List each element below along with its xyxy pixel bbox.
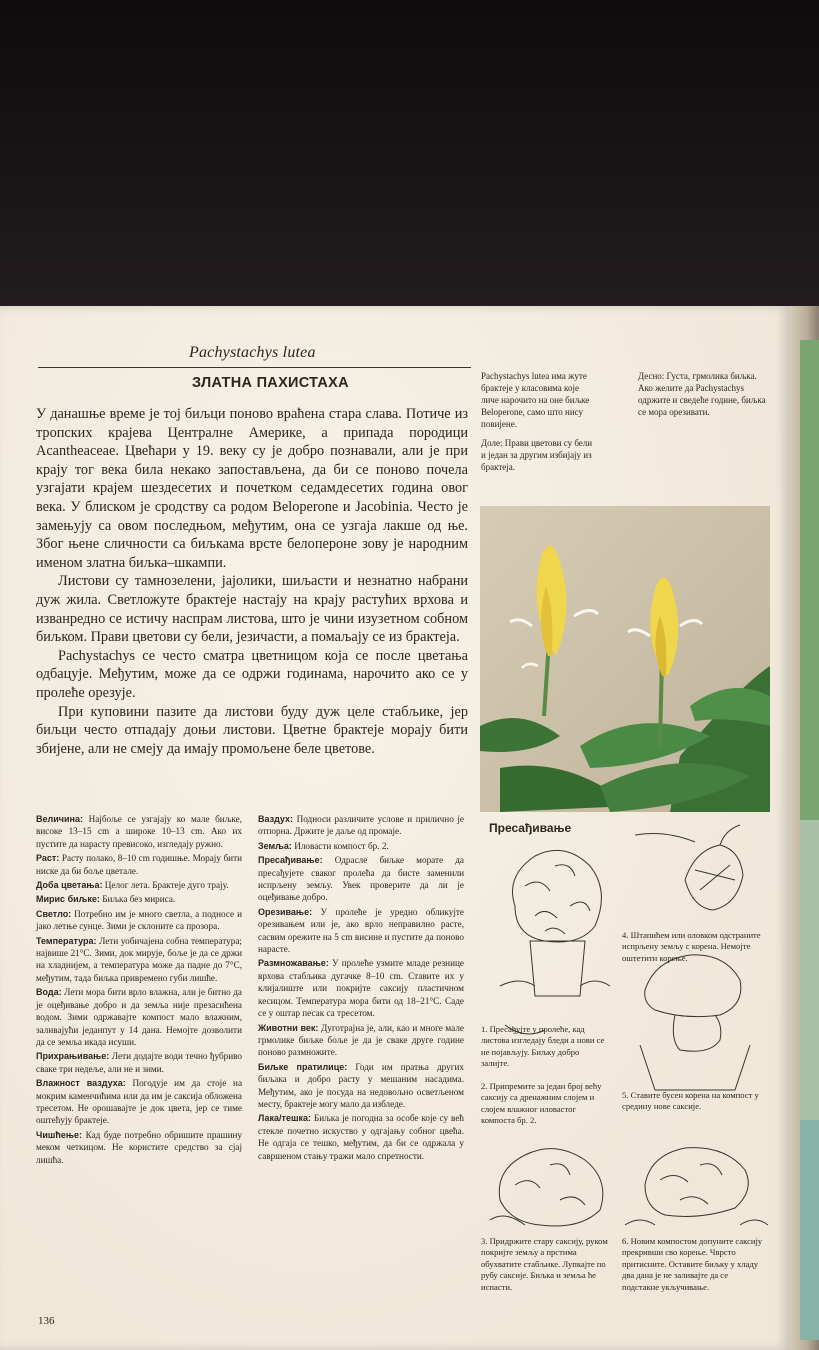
next-page-strip-light [800,820,819,1120]
caption-flowers: Доле: Прави цветови су бели и један за другим избијају из брактеја. [481,438,593,472]
latin-name-heading: Pachystachys lutea [189,344,316,361]
care-text: Годи им пратња других биљака и добро расту у мешаним насадима. Међутим, ако је посуда на недовољно осветљеном месту, брактеје могу мало да избледе. [258,1061,464,1109]
repot-step4-drawing [625,820,765,925]
next-page-strip-green [800,340,819,820]
repot-step1-drawing [485,836,620,1016]
care-text: Лети додајте води течно ђубриво сваке три недеље, али не и зими. [36,1051,243,1074]
care-entry [258,1112,464,1162]
care-entry [36,879,242,891]
care-text: У пролеће узмите младе резнице врхова стабљика дугачке 8–10 cm. Ставите их у клијалиште или покријте саксију пластичном кесицом. Температура мора бити од 18–21°C. Саде се у оштар песак са тресетом. [258,958,464,1019]
care-entry [36,813,242,850]
care-text: Иловасти компост бр. 2. [294,840,389,851]
page-number: 136 [38,1315,55,1327]
care-label: Пресађивање: [258,855,323,866]
care-label: Светло: [36,908,72,919]
next-page-strip-teal [800,1120,819,1340]
care-text: Целог лета. Брактеје дуго трају. [104,880,229,891]
care-entry [36,935,242,985]
care-text: Одрасле биљке морате да пресађујете сваког пролећа да бисте заменили испрљену земљу. Увек проверите да ли је оцеђивање добро. [258,855,465,903]
care-label: Раст: [36,853,60,864]
care-text: Биљка је погодна за особе које су већ стекле почетно искуство у одгајању собног цвећа. Не одгаја се тешко, међутим, да би се одржала у савршеном стању тражи мало спретности. [258,1113,464,1161]
care-column-2 [258,813,464,1164]
care-entry [36,908,242,933]
care-text: У пролеће је уредно обликујте орезивањем или је, ако врло неправилно расте, сасвим орежите на 5 cm висине и пустите да поново нарасте. [258,906,464,955]
intro-paragraph: При куповини пазите да листови буду дуж целе стабљике, јер биљци често отпадају доњи листови. Цветне брактеје морају бити збијене, али не смеју да имају промољене беле цветове. [36,703,468,757]
care-label: Биљке пратилице: [258,1061,348,1072]
care-label: Прихрањивање: [36,1051,110,1062]
care-label: Температура: [36,935,97,946]
intro-paragraph: У данашње време је тој биљци поново враћена стара слава. Потиче из тропских крајева Централне Америке, а припада породици Acantheaceae. Цвећари у 19. веку су је добро познавали, али је при крају тог века била некако запостављена, да би се поново почела узгајати крајем шездесетих и почетком седамдесетих година овог века. У блиском је сродству са родом Beloperone и Jacobinia. Често је замењују са овом последњом, међутим, она се узгаја лакше од ње. Због њене сличности са биљкама врсте белопероне зову је народним именом златна биљка–шкампи. [36,406,468,571]
care-label: Величина: [36,814,83,824]
care-text: Погодује им да стоје на мокрим каменчићима или да им је саксија обложена тресетом. Не орошавајте је док цвета, јер се тиме оштећују брактеје. [36,1078,243,1126]
scan-dark-background [0,0,819,312]
care-entry [36,1077,242,1127]
intro-text [36,405,468,758]
care-label: Мирис биљке: [36,894,100,905]
care-text: Кад буде потребно обришите прашину меком четкицом. Не користите средство за сјај лишћа. [36,1129,242,1165]
repot-step-6: 6. Новим компостом допуните саксију прекривши сво корење. Чврсто притисните. Оставите биљку у хладу два дана је не заливајте да се подстакне укључивање. [622,1236,763,1292]
care-entry [258,854,464,904]
care-text: Потребно им је много светла, а подносе и јако летње сунце. Зими је склоните са прозора. [36,908,242,932]
care-entry [258,840,464,852]
repot-step-1: 1. Пресађујте у пролеће, кад листова изгледају бледи а нови се не појављују. Биљку добро залијте. [481,1024,605,1069]
repot-step5-drawing [625,945,765,1095]
common-name-heading: ЗЛАТНА ПАХИСТАХА [192,375,349,391]
repot-step6-drawing [620,1130,770,1230]
care-entry [258,957,464,1019]
caption-bracts: Pachystachys lutea има жуте брактеје у класовима које личе нарочито на оне биљке Beloperone, само што нису повијене. [481,371,590,429]
care-label: Чишћење: [36,1129,83,1140]
plant-photo [480,506,770,812]
repot-step3-drawing [485,1130,620,1235]
care-entry [36,852,242,877]
care-text: Лети уобичајена собна температура; највише 21°C. Зими, док мирује, боље је да се држи на хладнијем, а температура може да падне до 7°C, међутим, тада биљка привремено губи лишће. [36,935,242,983]
care-label: Земља: [258,840,292,851]
care-entry [258,1022,464,1059]
care-entry [258,1061,464,1111]
care-entry [36,1050,242,1075]
care-label: Животни век: [258,1022,319,1033]
care-entry [258,906,464,956]
pachystachys-photo-illustration [480,506,770,812]
care-label: Лака/тешка: [258,1113,311,1124]
care-entry [258,813,464,838]
care-text: Биљка без мириса. [102,894,176,905]
care-text: Најбоље се узгајају ко мале биљке, високе 13–15 cm а широке 10–13 cm. Ако их пустите да нарасту превисоко, изгледају ружно. [36,814,243,849]
intro-paragraph: Листови су тамнозелени, јајолики, шиљасти и незнатно набрани дуж жила. Светложуте брактеје настају на крају растућих врхова и изванредно се истичу наспрам листова, што је чини изузетном собном биљком. Прави цветови су бели, језичасти, а помаљају се из брактеја. [36,573,468,646]
caption-bushy-plant: Десно: Густа, грмолика биљка. Ако желите да Pachystachys одржите и сведеће године, биљка се мора орезивати. [638,371,766,417]
care-entry [36,1129,242,1166]
care-label: Вода: [36,987,62,998]
care-label: Влажност ваздуха: [36,1078,126,1089]
care-text: Дуготрајна је, али, као и многе мале грмолике биљке боље је да је сваке друге године поново размножите. [258,1022,464,1058]
care-text: Расту полако, 8–10 cm годишње. Морају бити ниске да би боље цветале. [36,853,243,876]
care-column-1 [36,813,242,1168]
care-label: Размножавање: [258,958,329,969]
care-text: Подноси различите услове и прилично је отпорна. Држите је даље од промаје. [258,814,465,837]
repotting-heading: Пресађивање [489,821,572,835]
care-text: Лети мора бити врло влажна, али је битно да је оцеђивање добро и да земља није презасићена водом. Зими одржавајте компост мало влажним, заливајући једанпут у 14 дана. Немојте дозволити да се земља икада исуши. [36,987,243,1047]
care-label: Доба цветања: [36,880,103,891]
care-label: Орезивање: [258,906,313,917]
repot-step-3: 3. Придржите стару саксију, руком покријте земљу а прстима обухватите стабљике. Лупкајте по рубу саксије. Биљка и земља ће испасти. [481,1236,608,1292]
care-entry [36,893,242,905]
repot-step-4: 4. Штапићем или оловком одстраните испрљену земљу с корена. Немојте оштетити корење. [622,930,761,963]
repot-step-5: 5. Ставите бусен корена на компост у средину нове саксије. [622,1090,759,1112]
repot-step-2: 2. Припремите за један број већу саксију са дренажним слојем и слојем влажног иловастог компоста бр. 2. [481,1081,602,1126]
care-entry [36,986,242,1048]
care-label: Ваздух: [258,814,294,824]
title-rule [38,367,471,368]
intro-paragraph: Pachystachys се често сматра цветницом која се после цветања одбацује. Међутим, може да се одржи годинама, нарочито ако се у пролеће орезује. [36,647,468,701]
